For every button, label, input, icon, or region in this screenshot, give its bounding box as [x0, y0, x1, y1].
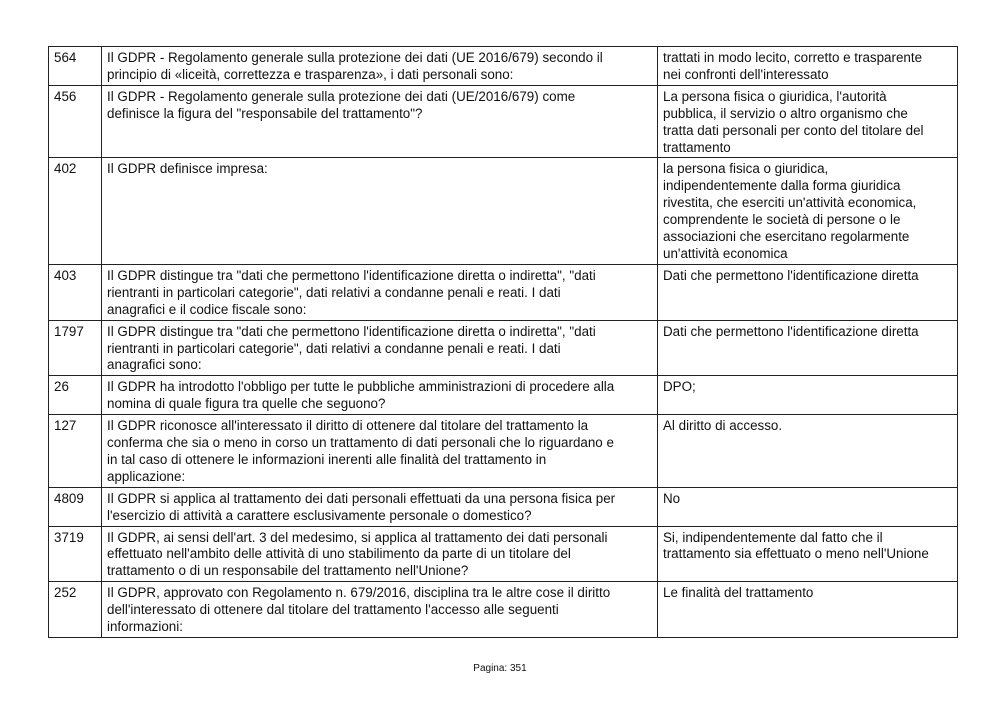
answer-text: la persona fisica o giuridica, indipendentemente dalla forma giuridica rivestita, che eserciti un'attività economica, comprendente le società di persone o le associazioni che esercitano regolarmente un'attività economica: [658, 158, 958, 264]
question-id: 402: [49, 158, 102, 264]
table-row: [49, 158, 958, 264]
question-id: 564: [49, 47, 102, 86]
table-row: [49, 320, 958, 376]
question-id: 3719: [49, 526, 102, 582]
table-row: [49, 376, 958, 415]
question-id: 403: [49, 264, 102, 320]
table-row: [49, 582, 958, 638]
question-id: 1797: [49, 320, 102, 376]
question-text: Il GDPR, ai sensi dell'art. 3 del medesimo, si applica al trattamento dei dati personali effettuato nell'ambito delle attività di uno stabilimento da parte di un titolare del trattamento o di un responsabile del trattamento nell'Unione?: [102, 526, 658, 582]
answer-text: Si, indipendentemente dal fatto che il trattamento sia effettuato o meno nell'Unione: [658, 526, 958, 582]
question-text: Il GDPR distingue tra "dati che permettono l'identificazione diretta o indiretta", "dati rientranti in particolari categorie", dati relativi a condanne penali e reati. I dati anagrafici e il codice fiscale sono:: [102, 264, 658, 320]
question-text: Il GDPR definisce impresa:: [102, 158, 658, 264]
table-row: [49, 264, 958, 320]
answer-text: trattati in modo lecito, corretto e trasparente nei confronti dell'interessato: [658, 47, 958, 86]
question-text: Il GDPR riconosce all'interessato il diritto di ottenere dal titolare del trattamento la conferma che sia o meno in corso un trattamento di dati personali che lo riguardano e in tal caso di ottenere le informazioni inerenti alle finalità del trattamento in applicazione:: [102, 415, 658, 488]
table-row: [49, 526, 958, 582]
question-text: Il GDPR - Regolamento generale sulla protezione dei dati (UE 2016/679) secondo il principio di «liceità, correttezza e trasparenza», i dati personali sono:: [102, 47, 658, 86]
table-row: [49, 415, 958, 488]
answer-text: No: [658, 487, 958, 526]
page-number: Pagina: 351: [473, 663, 527, 674]
question-text: Il GDPR - Regolamento generale sulla protezione dei dati (UE/2016/679) come definisce la figura del "responsabile del trattamento"?: [102, 85, 658, 158]
answer-text: La persona fisica o giuridica, l'autorità pubblica, il servizio o altro organismo che tratta dati personali per conto del titolare del trattamento: [658, 85, 958, 158]
question-id: 26: [49, 376, 102, 415]
question-text: Il GDPR si applica al trattamento dei dati personali effettuati da una persona fisica per l'esercizio di attività a carattere esclusivamente personale o domestico?: [102, 487, 658, 526]
questions-table: [48, 46, 958, 638]
question-id: 456: [49, 85, 102, 158]
table-row: [49, 85, 958, 158]
answer-text: Le finalità del trattamento: [658, 582, 958, 638]
answer-text: Al diritto di accesso.: [658, 415, 958, 488]
table-row: [49, 47, 958, 86]
question-id: 127: [49, 415, 102, 488]
answer-text: Dati che permettono l'identificazione diretta: [658, 320, 958, 376]
question-text: Il GDPR, approvato con Regolamento n. 679/2016, disciplina tra le altre cose il diritto dell'interessato di ottenere dal titolare del trattamento l'accesso alle seguenti informazioni:: [102, 582, 658, 638]
question-id: 252: [49, 582, 102, 638]
answer-text: Dati che permettono l'identificazione diretta: [658, 264, 958, 320]
question-text: Il GDPR distingue tra "dati che permettono l'identificazione diretta o indiretta", "dati rientranti in particolari categorie", dati relativi a condanne penali e reati. I dati anagrafici sono:: [102, 320, 658, 376]
question-text: Il GDPR ha introdotto l'obbligo per tutte le pubbliche amministrazioni di procedere alla nomina di quale figura tra quelle che seguono?: [102, 376, 658, 415]
answer-text: DPO;: [658, 376, 958, 415]
table-row: [49, 487, 958, 526]
question-id: 4809: [49, 487, 102, 526]
